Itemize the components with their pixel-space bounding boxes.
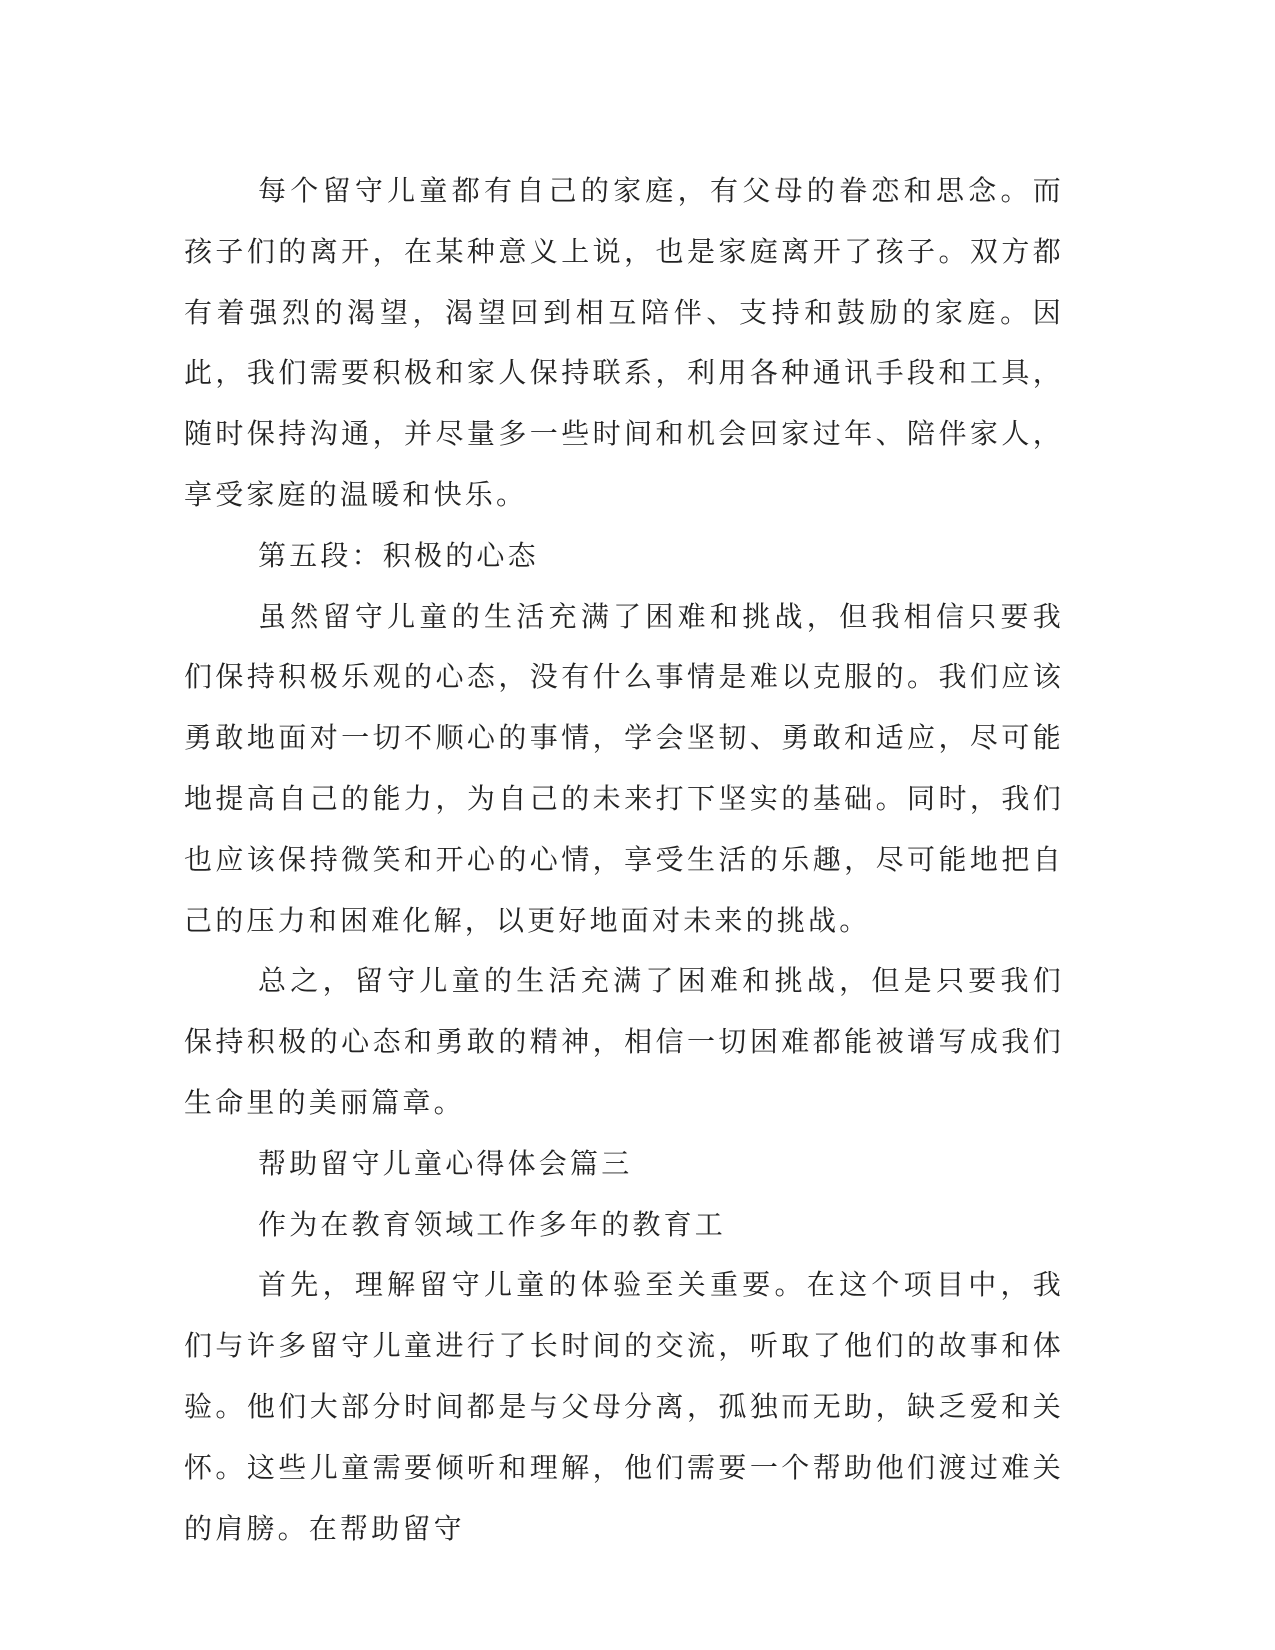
- paragraph-understanding: 首先，理解留守儿童的体验至关重要。在这个项目中，我们与许多留守儿童进行了长时间的交流，听取了他们的故事和体验。他们大部分时间都是与父母分离，孤独而无助，缺乏爱和关怀。这些儿童需要倾听和理解，他们需要一个帮助他们渡过难关的肩膀。在帮助留守: [184, 1268, 1064, 1545]
- paragraph-intro-fragment: 作为在教育领域工作多年的教育工: [258, 1207, 727, 1241]
- document-body: [184, 161, 1064, 1559]
- paragraph-family: 每个留守儿童都有自己的家庭，有父母的眷恋和思念。而孩子们的离开，在某种意义上说，也是家庭离开了孩子。双方都有着强烈的渴望，渴望回到相互陪伴、支持和鼓励的家庭。因此，我们需要积极和家人保持联系，利用各种通讯手段和工具，随时保持沟通，并尽量多一些时间和机会回家过年、陪伴家人，享受家庭的温暖和快乐。: [184, 174, 1064, 511]
- paragraph-positive-attitude: 虽然留守儿童的生活充满了困难和挑战，但我相信只要我们保持积极乐观的心态，没有什么事情是难以克服的。我们应该勇敢地面对一切不顺心的事情，学会坚韧、勇敢和适应，尽可能地提高自己的能力，为自己的未来打下坚实的基础。同时，我们也应该保持微笑和开心的心情，享受生活的乐趣，尽可能地把自己的压力和困难化解，以更好地面对未来的挑战。: [184, 599, 1064, 937]
- section-heading-positive-attitude: 第五段：积极的心态: [258, 538, 539, 572]
- article-title-part-three: 帮助留守儿童心得体会篇三: [258, 1146, 633, 1180]
- paragraph-conclusion: 总之，留守儿童的生活充满了困难和挑战，但是只要我们保持积极的心态和勇敢的精神，相信一切困难都能被谱写成我们生命里的美丽篇章。: [184, 964, 1064, 1119]
